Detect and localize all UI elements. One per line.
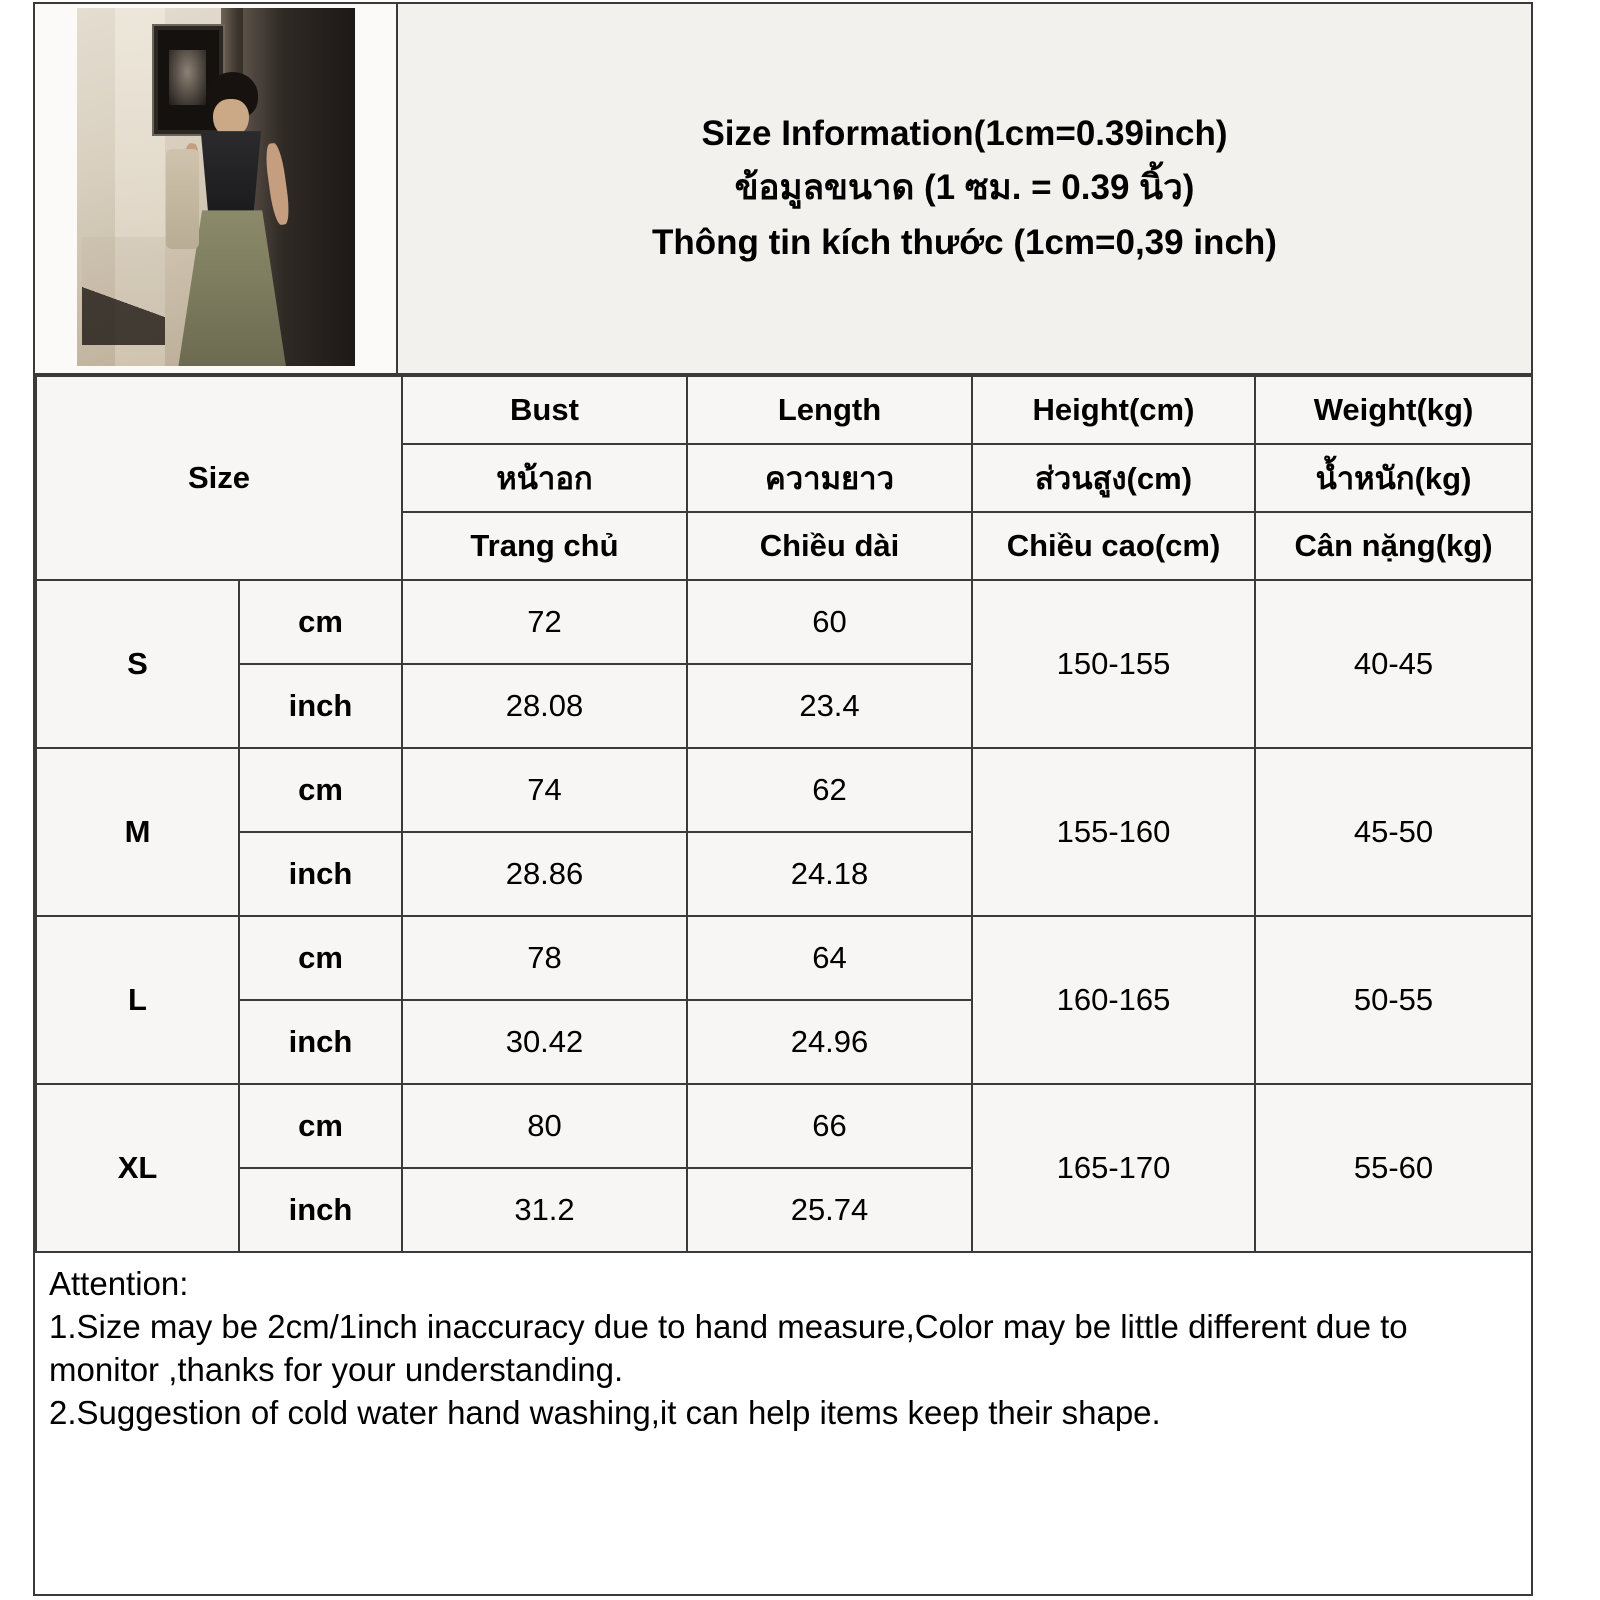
cell-length-cm: 64 xyxy=(687,916,972,1000)
header-row xyxy=(35,4,1531,375)
cell-bust-inch: 28.86 xyxy=(402,832,687,916)
cell-weight: 50-55 xyxy=(1255,916,1532,1084)
header-height-th: ส่วนสูง(cm) xyxy=(972,444,1255,512)
row-unit-cm: cm xyxy=(239,748,402,832)
row-unit-cm: cm xyxy=(239,1084,402,1168)
cell-weight: 40-45 xyxy=(1255,580,1532,748)
row-size-label: L xyxy=(36,916,239,1084)
row-unit-inch: inch xyxy=(239,664,402,748)
row-size-label: M xyxy=(36,748,239,916)
cell-length-cm: 62 xyxy=(687,748,972,832)
row-unit-inch: inch xyxy=(239,832,402,916)
attention-title: Attention: xyxy=(49,1265,189,1302)
header-length-en: Length xyxy=(687,376,972,444)
table-header-row-en xyxy=(36,376,1532,444)
header-height-en: Height(cm) xyxy=(972,376,1255,444)
cell-length-inch: 25.74 xyxy=(687,1168,972,1252)
attention-line-2: 2.Suggestion of cold water hand washing,it can help items keep their shape. xyxy=(49,1393,1161,1431)
row-unit-cm: cm xyxy=(239,580,402,664)
table-row xyxy=(36,916,1532,1000)
cell-height: 165-170 xyxy=(972,1084,1255,1252)
size-chart-sheet xyxy=(33,2,1533,1596)
photo-model xyxy=(168,72,296,366)
cell-height: 160-165 xyxy=(972,916,1255,1084)
photo-model-arm-right xyxy=(264,142,292,226)
attention-block xyxy=(35,1253,1531,1435)
row-unit-inch: inch xyxy=(239,1168,402,1252)
row-size-label: XL xyxy=(36,1084,239,1252)
photo-model-top xyxy=(191,131,270,219)
cell-weight: 55-60 xyxy=(1255,1084,1532,1252)
header-weight-en: Weight(kg) xyxy=(1255,376,1532,444)
cell-bust-cm: 80 xyxy=(402,1084,687,1168)
photo-stair-rail xyxy=(82,237,165,344)
row-unit-inch: inch xyxy=(239,1000,402,1084)
header-bust-vi: Trang chủ xyxy=(402,512,687,580)
row-unit-cm: cm xyxy=(239,916,402,1000)
cell-bust-cm: 74 xyxy=(402,748,687,832)
cell-bust-inch: 30.42 xyxy=(402,1000,687,1084)
cell-bust-cm: 78 xyxy=(402,916,687,1000)
cell-length-inch: 24.18 xyxy=(687,832,972,916)
cell-weight: 45-50 xyxy=(1255,748,1532,916)
header-length-vi: Chiều dài xyxy=(687,512,972,580)
cell-length-inch: 23.4 xyxy=(687,664,972,748)
title-line-en: Size Information(1cm=0.39inch) xyxy=(701,114,1228,154)
title-block xyxy=(398,4,1531,373)
title-line-th: ข้อมูลขนาด (1 ซม. = 0.39 นิ้ว) xyxy=(734,168,1195,208)
header-length-th: ความยาว xyxy=(687,444,972,512)
cell-bust-cm: 72 xyxy=(402,580,687,664)
cell-length-inch: 24.96 xyxy=(687,1000,972,1084)
cell-bust-inch: 28.08 xyxy=(402,664,687,748)
table-row xyxy=(36,580,1532,664)
header-bust-en: Bust xyxy=(402,376,687,444)
header-weight-vi: Cân nặng(kg) xyxy=(1255,512,1532,580)
header-weight-th: น้ำหนัก(kg) xyxy=(1255,444,1532,512)
header-height-vi: Chiều cao(cm) xyxy=(972,512,1255,580)
cell-length-cm: 60 xyxy=(687,580,972,664)
cell-bust-inch: 31.2 xyxy=(402,1168,687,1252)
size-table xyxy=(35,375,1533,1253)
row-size-label: S xyxy=(36,580,239,748)
cell-height: 150-155 xyxy=(972,580,1255,748)
attention-line-1: 1.Size may be 2cm/1inch inaccuracy due to hand measure,Color may be little different due to monitor ,thanks for your understanding. xyxy=(49,1307,1408,1388)
photo-model-bag xyxy=(166,149,199,249)
product-photo xyxy=(77,8,355,366)
cell-height: 155-160 xyxy=(972,748,1255,916)
table-row xyxy=(36,1084,1532,1168)
header-size: Size xyxy=(36,376,402,580)
product-photo-cell xyxy=(35,4,398,373)
title-line-vi: Thông tin kích thước (1cm=0,39 inch) xyxy=(652,222,1277,262)
table-row xyxy=(36,748,1532,832)
header-bust-th: หน้าอก xyxy=(402,444,687,512)
cell-length-cm: 66 xyxy=(687,1084,972,1168)
